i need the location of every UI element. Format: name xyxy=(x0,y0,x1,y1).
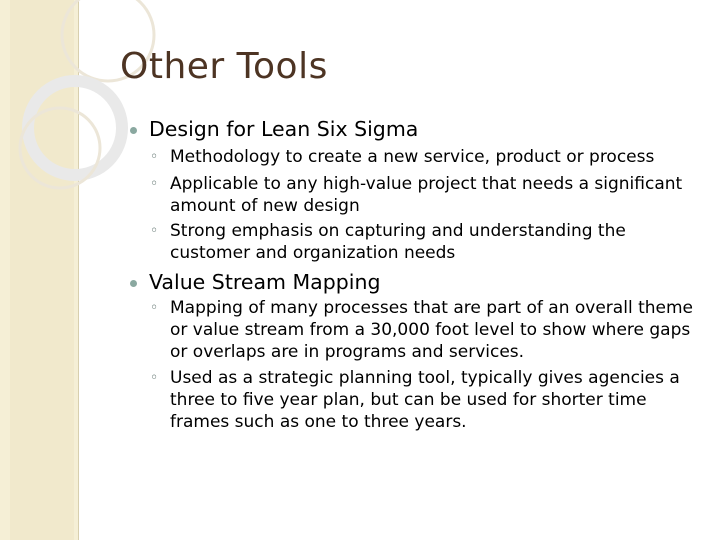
sub-bullet-circle-icon: ◦ xyxy=(150,149,159,165)
slide-title: Other Tools xyxy=(120,46,328,87)
bullet-dot-icon xyxy=(130,127,137,134)
bullet-design-lean-six-sigma xyxy=(130,117,418,141)
bullet-value-stream-mapping xyxy=(130,270,380,294)
sub-bullet-mapping-processes xyxy=(150,297,700,363)
bullet-label: Design for Lean Six Sigma xyxy=(149,117,419,141)
sub-bullet-text: Strong emphasis on capturing and understanding the customer and organization needs xyxy=(170,221,626,263)
sub-bullet-text: Methodology to create a new service, product or process xyxy=(170,147,655,167)
sub-bullet-methodology xyxy=(150,146,700,168)
bullet-dot-icon xyxy=(130,280,137,287)
sub-bullet-circle-icon: ◦ xyxy=(150,176,159,192)
sub-bullet-strong-emphasis xyxy=(150,220,700,264)
sub-bullet-applicable xyxy=(150,173,700,217)
decorative-ring-middle xyxy=(28,81,122,175)
sub-bullet-text: Used as a strategic planning tool, typically gives agencies a three to five year plan, but can be used for shorter time frames such as one to three years. xyxy=(170,368,680,432)
bullet-label: Value Stream Mapping xyxy=(149,270,381,294)
sub-bullet-circle-icon: ◦ xyxy=(150,300,159,316)
sub-bullet-text: Applicable to any high-value project that needs a significant amount of new design xyxy=(170,174,683,216)
sub-bullet-circle-icon: ◦ xyxy=(150,370,159,386)
sub-bullet-strategic-planning xyxy=(150,367,700,433)
sub-bullet-text: Mapping of many processes that are part of an overall theme or value stream from a 30,000 foot level to show where gaps or overlaps are in programs and services. xyxy=(170,298,693,362)
sub-bullet-circle-icon: ◦ xyxy=(150,223,159,239)
